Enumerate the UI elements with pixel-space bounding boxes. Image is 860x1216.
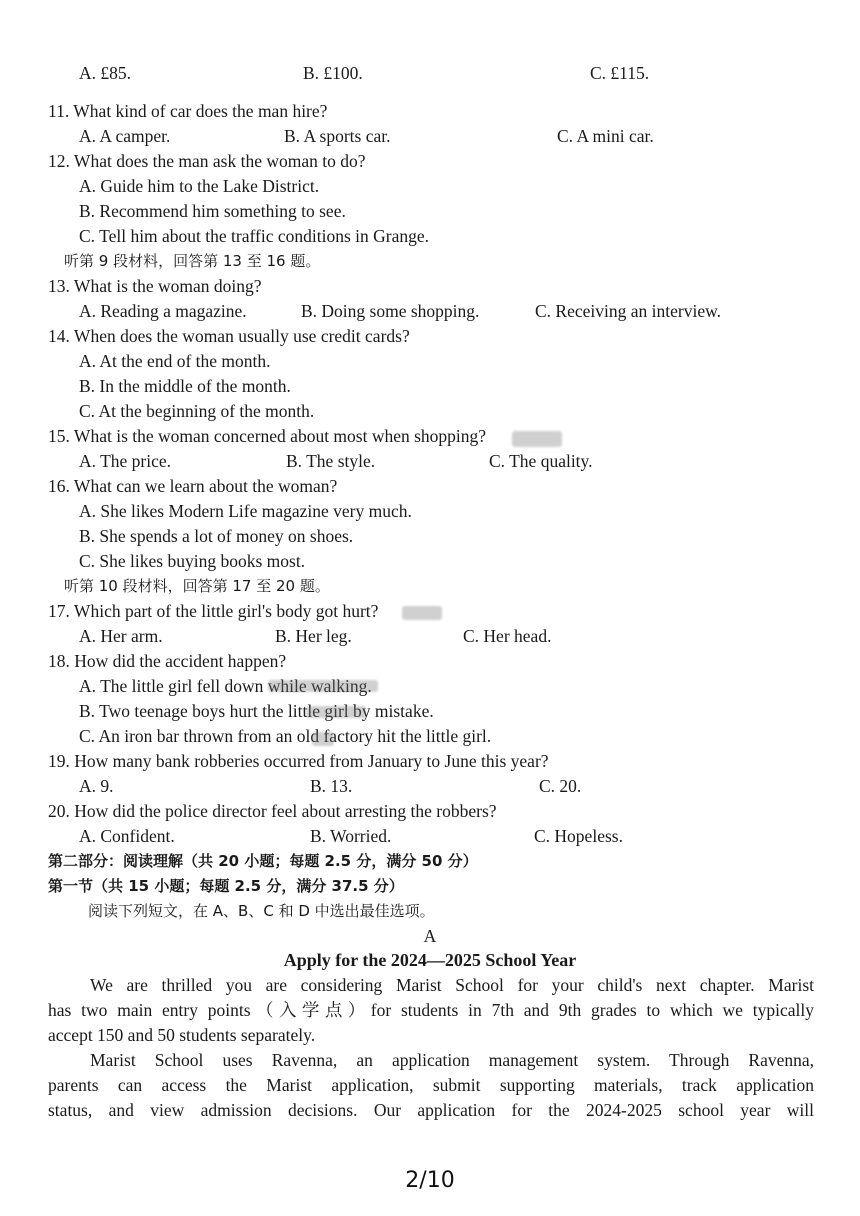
q19-option-a: A. 9.	[79, 776, 114, 796]
q15-option-a: A. The price.	[79, 451, 172, 471]
question-17-stem: 17. Which part of the little girl's body got hurt?	[48, 601, 379, 621]
scan-smudge	[268, 680, 378, 692]
q12-option-a: A. Guide him to the Lake District.	[79, 176, 320, 196]
scan-smudge	[512, 431, 562, 447]
question-19-stem: 19. How many bank robberies occurred from January to June this year?	[48, 751, 549, 771]
q13-option-b: B. Doing some shopping.	[301, 301, 480, 321]
q11-option-c: C. A mini car.	[557, 126, 654, 146]
q17-option-a: A. Her arm.	[79, 626, 163, 646]
q19-option-c: C. 20.	[539, 776, 582, 796]
scan-smudge	[312, 732, 334, 746]
para1-line3-wrap	[48, 1023, 814, 1048]
q17-option-b: B. Her leg.	[275, 626, 352, 646]
q13-option-c: C. Receiving an interview.	[535, 301, 721, 321]
q16-option-b: B. She spends a lot of money on shoes.	[79, 526, 354, 546]
para2-line3: status, and view admission decisions. Our application for the 2024-2025 school year will	[48, 1100, 814, 1120]
q16-option-a: A. She likes Modern Life magazine very much.	[79, 501, 412, 521]
q11-option-a: A. A camper.	[79, 126, 171, 146]
q20-option-b: B. Worried.	[310, 826, 392, 846]
passage-title: Apply for the 2024—2025 School Year	[283, 950, 577, 970]
question-18-stem: 18. How did the accident happen?	[48, 651, 287, 671]
passage-label: A	[423, 926, 437, 946]
listen-instruction-9: 听第 9 段材料，回答第 13 至 16 题。	[64, 252, 321, 270]
q18-option-c: C. An iron bar thrown from an old factory hit the little girl.	[79, 726, 492, 746]
question-14-stem: 14. When does the woman usually use credit cards?	[48, 326, 410, 346]
para2-line2: parents can access the Marist application, submit supporting materials, track application	[48, 1075, 814, 1095]
q16-option-c: C. She likes buying books most.	[79, 551, 306, 571]
reading-instructions: 阅读下列短文，在 A、B、C 和 D 中选出最佳选项。	[88, 902, 435, 920]
question-15-stem: 15. What is the woman concerned about most when shopping?	[48, 426, 487, 446]
para1-line1: We are thrilled you are considering Marist School for your child's next chapter. Marist	[90, 975, 814, 995]
question-12-stem: 12. What does the man ask the woman to do?	[48, 151, 366, 171]
q10-option-b: B. £100.	[303, 63, 363, 83]
scan-smudge	[306, 706, 366, 718]
q15-option-c: C. The quality.	[489, 451, 593, 471]
question-16-stem: 16. What can we learn about the woman?	[48, 476, 338, 496]
question-13-stem: 13. What is the woman doing?	[48, 276, 262, 296]
question-11-stem: 11. What kind of car does the man hire?	[48, 101, 328, 121]
q14-option-b: B. In the middle of the month.	[79, 376, 291, 396]
scan-smudge	[402, 606, 442, 620]
q19-option-b: B. 13.	[310, 776, 353, 796]
para1-line3: accept 150 and 50 students separately.	[48, 1025, 316, 1045]
q11-option-b: B. A sports car.	[284, 126, 391, 146]
para2-line1: Marist School uses Ravenna, an application management system. Through Ravenna,	[90, 1050, 814, 1070]
section1-heading: 第一节（共 15 小题；每题 2.5 分，满分 37.5 分）	[48, 877, 404, 895]
q20-option-c: C. Hopeless.	[534, 826, 623, 846]
page-number: 2/10	[405, 1168, 455, 1193]
part2-heading: 第二部分：阅读理解（共 20 小题；每题 2.5 分，满分 50 分）	[48, 852, 478, 870]
q13-option-a: A. Reading a magazine.	[79, 301, 247, 321]
q12-option-c: C. Tell him about the traffic conditions in Grange.	[79, 226, 429, 246]
q14-option-a: A. At the end of the month.	[79, 351, 271, 371]
q15-option-b: B. The style.	[286, 451, 376, 471]
q20-option-a: A. Confident.	[79, 826, 175, 846]
q10-option-a: A. £85.	[79, 63, 132, 83]
q14-option-c: C. At the beginning of the month.	[79, 401, 315, 421]
q18-option-a: A. The little girl fell down while walking.	[79, 676, 372, 696]
para1-line2: has two main entry points（入学点）for students in 7th and 9th grades to which we typically	[48, 1000, 814, 1020]
q10-option-c: C. £115.	[590, 63, 650, 83]
para2-line3-wrap	[48, 1098, 814, 1148]
q18-option-b: B. Two teenage boys hurt the little girl by mistake.	[79, 701, 434, 721]
question-20-stem: 20. How did the police director feel about arresting the robbers?	[48, 801, 497, 821]
listen-instruction-10: 听第 10 段材料，回答第 17 至 20 题。	[64, 577, 330, 595]
q17-option-c: C. Her head.	[463, 626, 552, 646]
q12-option-b: B. Recommend him something to see.	[79, 201, 346, 221]
